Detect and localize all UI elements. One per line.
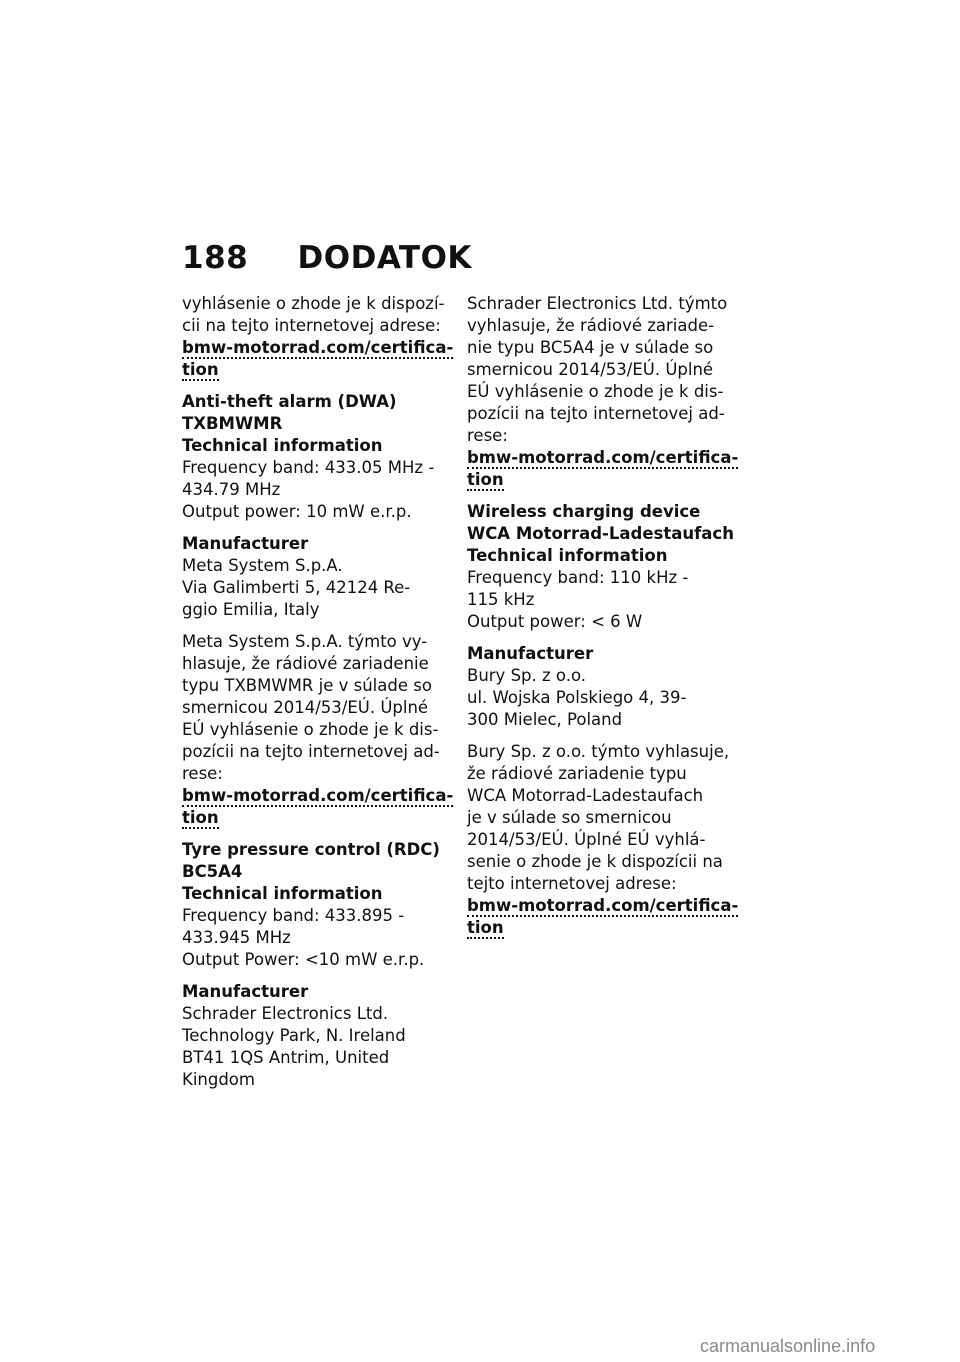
wca-manufacturer: Bury Sp. z o.o. ul. Wojska Polskiego 4, 39- 300 Mielec, Poland bbox=[467, 666, 687, 729]
rdc-manufacturer: Schrader Electronics Ltd. Technology Park, N. Ireland BT41 1QS Antrim, United Kingdom bbox=[182, 1004, 406, 1089]
wca-tech-heading: Technical information bbox=[467, 546, 668, 565]
rdc-declaration: Schrader Electronics Ltd. týmto vyhlasuje, že rádiové zariade- nie typu BC5A4 je v súlade so smernicou 2014/53/EÚ. Úplné EÚ vyhlásenie o zhode je k dis- pozícii na tejto internetovej ad- rese: bbox=[467, 294, 728, 445]
rdc-heading: Tyre pressure control (RDC) BC5A4 bbox=[182, 840, 440, 881]
page-title: DODATOK bbox=[297, 240, 472, 276]
certification-link-part-1[interactable]: bmw-motorrad.com/certifica- bbox=[467, 448, 739, 467]
wca-heading: Wireless charging device WCA Motorrad-Ladestaufach bbox=[467, 502, 734, 543]
page-header bbox=[182, 240, 472, 276]
right-column bbox=[467, 293, 739, 949]
certification-link[interactable] bbox=[182, 785, 454, 829]
certification-link-part-2[interactable]: tion bbox=[182, 360, 219, 379]
watermark: carmanualsonline.info bbox=[700, 1336, 876, 1356]
dwa-manufacturer: Meta System S.p.A. Via Galimberti 5, 42124 Re- ggio Emilia, Italy bbox=[182, 556, 411, 619]
dwa-heading: Anti-theft alarm (DWA) TXBMWMR bbox=[182, 392, 397, 433]
certification-link-part-1[interactable]: bmw-motorrad.com/certifica- bbox=[182, 786, 454, 805]
rdc-tech-heading: Technical information bbox=[182, 884, 383, 903]
wca-declaration: Bury Sp. z o.o. týmto vyhlasuje, že rádiové zariadenie typu WCA Motorrad-Ladestaufach je v súlade so smernicou 2014/53/EÚ. Úplné EÚ vyhlá- senie o zhode je k dispozícii na tejto internetovej adrese: bbox=[467, 742, 730, 893]
certification-link-part-2[interactable]: tion bbox=[182, 808, 219, 827]
wca-manufacturer-heading: Manufacturer bbox=[467, 644, 594, 663]
page-number: 188 bbox=[182, 240, 249, 276]
certification-link[interactable] bbox=[467, 895, 739, 939]
rdc-tech-info: Frequency band: 433.895 - 433.945 MHz Output Power: <10 mW e.r.p. bbox=[182, 906, 425, 969]
dwa-declaration: Meta System S.p.A. týmto vy- hlasuje, že rádiové zariadenie typu TXBMWMR je v súlade so smernicou 2014/53/EÚ. Úplné EÚ vyhlásenie o zhode je k dis- pozícii na tejto internetovej ad- rese: bbox=[182, 632, 440, 783]
intro-text: vyhlásenie o zhode je k dispozí- cii na tejto internetovej adrese: bbox=[182, 294, 445, 335]
certification-link-part-2[interactable]: tion bbox=[467, 470, 504, 489]
dwa-manufacturer-heading: Manufacturer bbox=[182, 534, 309, 553]
certification-link[interactable] bbox=[182, 337, 454, 381]
certification-link-part-1[interactable]: bmw-motorrad.com/certifica- bbox=[467, 896, 739, 915]
left-column bbox=[182, 293, 454, 1101]
certification-link-part-2[interactable]: tion bbox=[467, 918, 504, 937]
certification-link[interactable] bbox=[467, 447, 739, 491]
dwa-tech-heading: Technical information bbox=[182, 436, 383, 455]
dwa-tech-info: Frequency band: 433.05 MHz - 434.79 MHz Output power: 10 mW e.r.p. bbox=[182, 458, 435, 521]
wca-tech-info: Frequency band: 110 kHz - 115 kHz Output power: < 6 W bbox=[467, 568, 689, 631]
certification-link-part-1[interactable]: bmw-motorrad.com/certifica- bbox=[182, 338, 454, 357]
rdc-manufacturer-heading: Manufacturer bbox=[182, 982, 309, 1001]
